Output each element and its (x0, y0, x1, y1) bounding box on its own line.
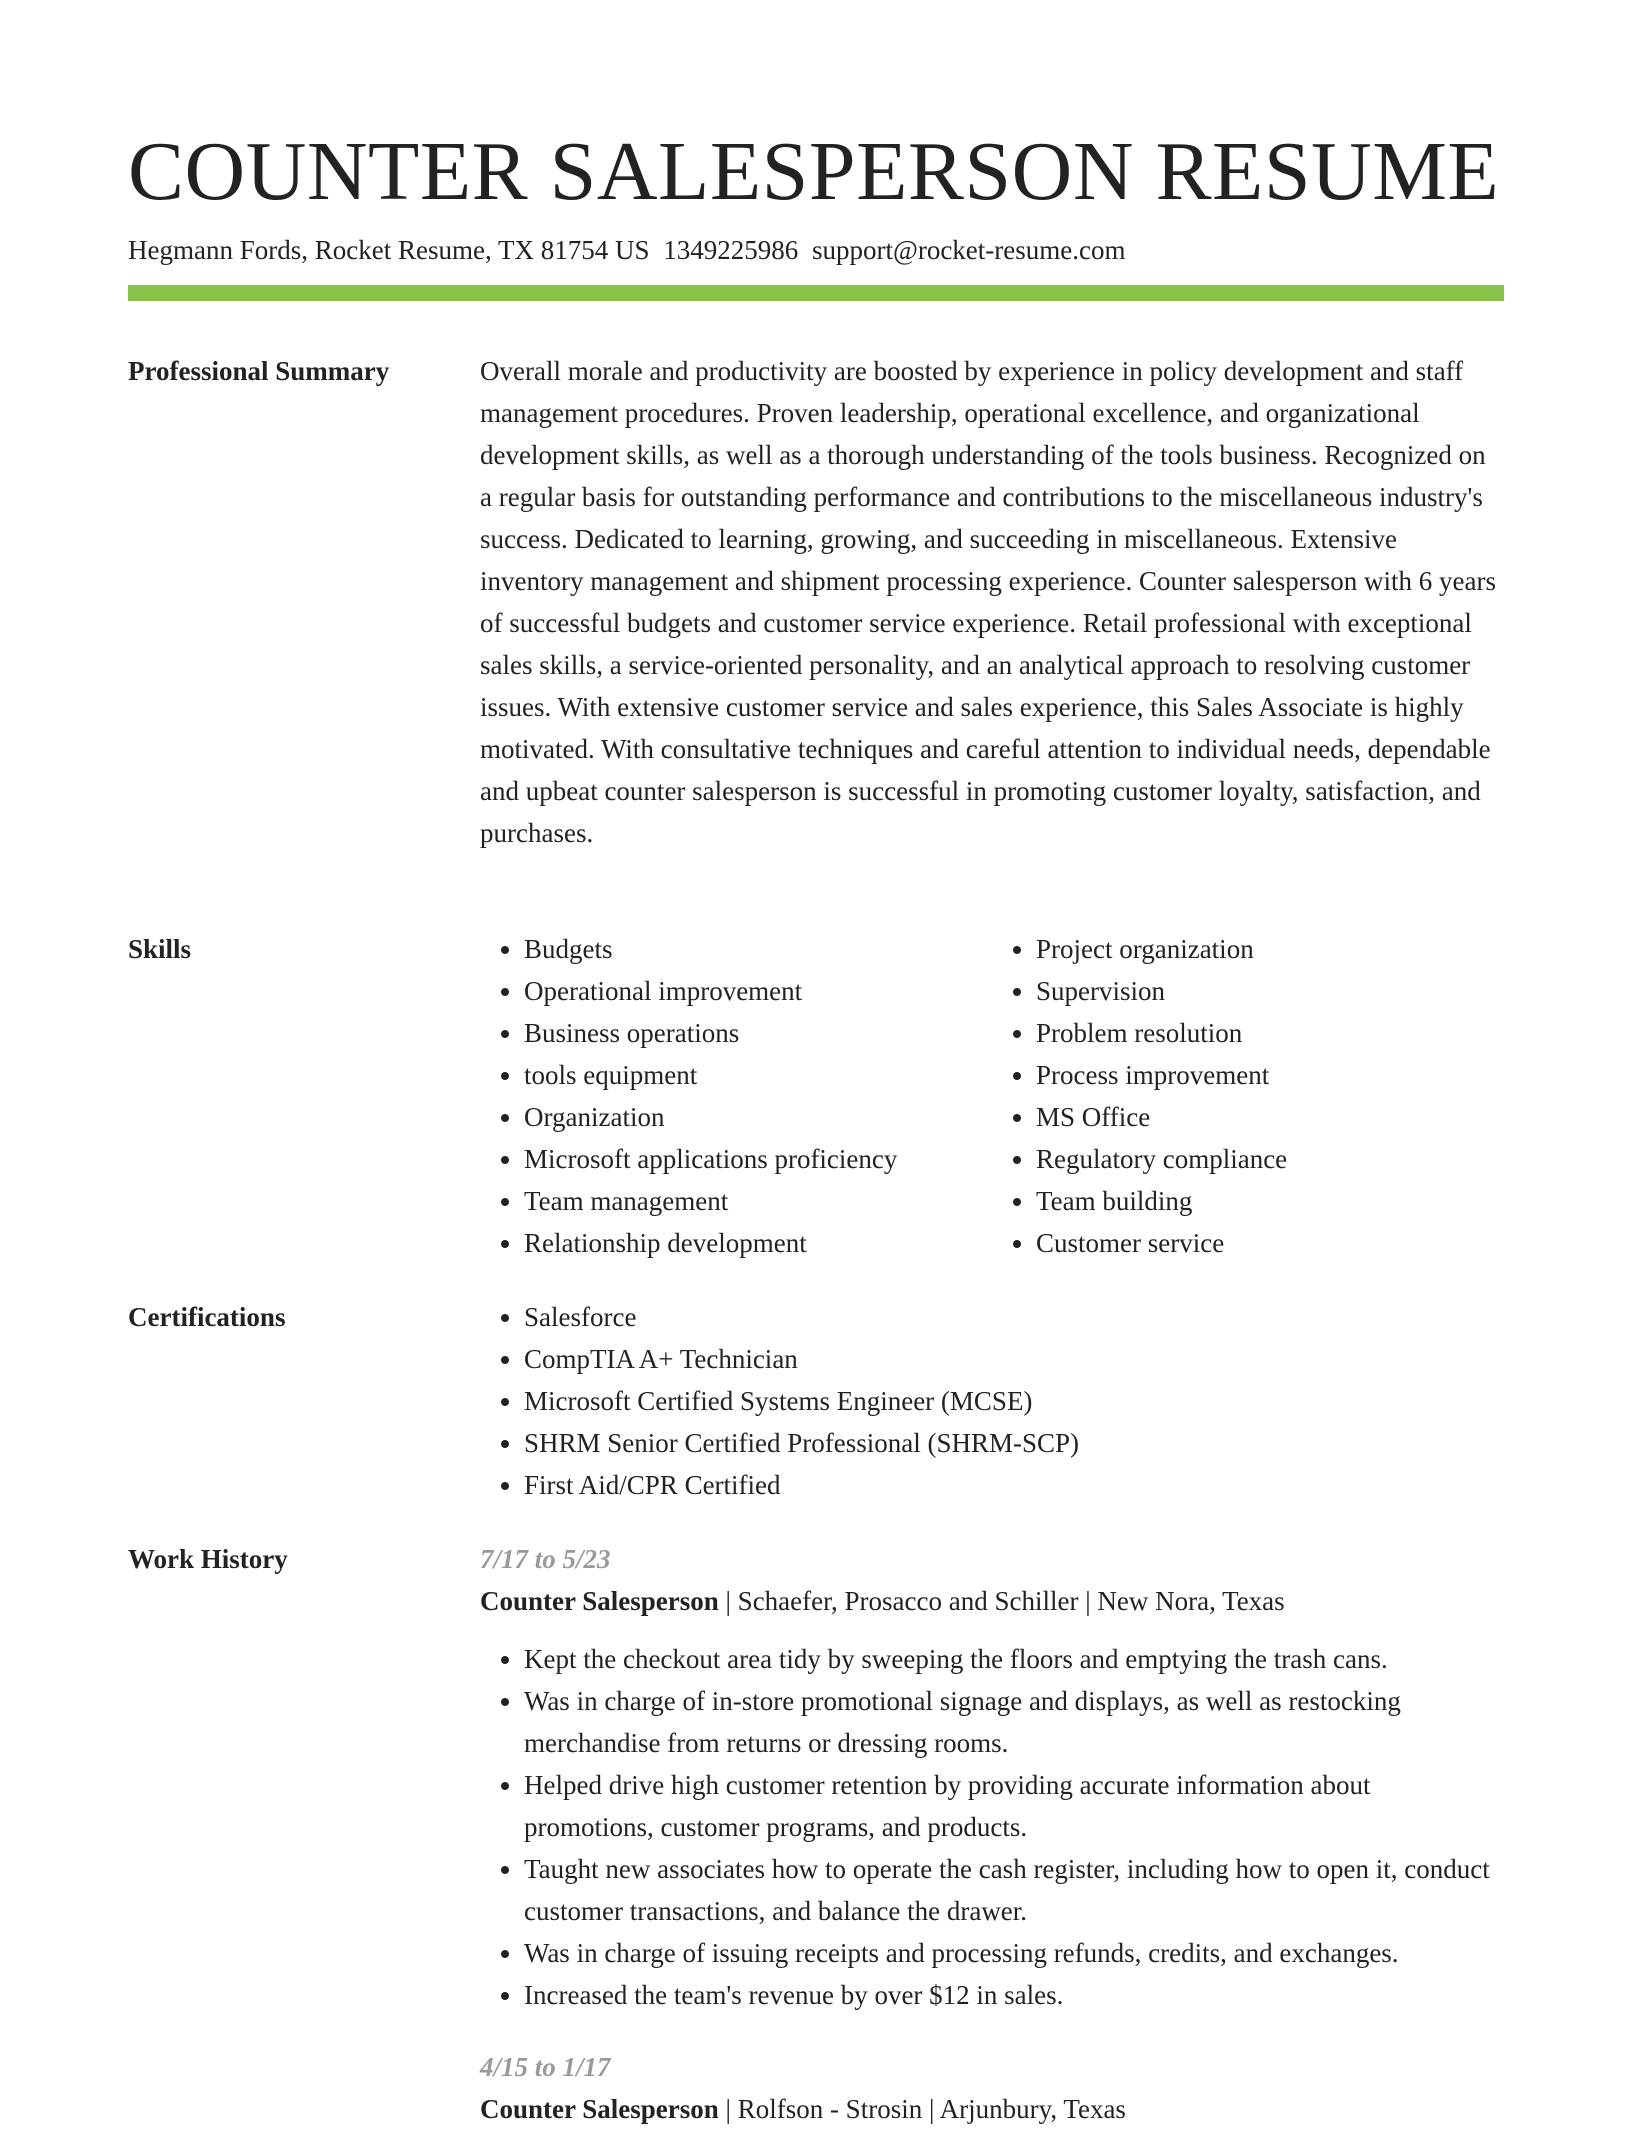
job-details: | Rolfson - Strosin | Arjunbury, Texas (718, 2094, 1126, 2124)
skill-item: • Budgets (524, 928, 992, 970)
work-history-label: Work History (128, 1544, 288, 1574)
skill-item: • tools equipment (524, 1054, 992, 1096)
job-title: Counter Salesperson (480, 1586, 719, 1616)
job-bullet: • Was in charge of in-store promotional signage and displays, as well as restocking merchandise from returns or dressing rooms. (524, 1680, 1504, 1764)
skill-item: • Business operations (524, 1012, 992, 1054)
job-entry (480, 2046, 1504, 2130)
skill-item: • Team building (1036, 1180, 1504, 1222)
skill-item: • Team management (524, 1180, 992, 1222)
certification-item: • SHRM Senior Certified Professional (SHRM-SCP) (524, 1422, 1504, 1464)
job-details: | Schaefer, Prosacco and Schiller | New Nora, Texas (718, 1586, 1285, 1616)
skill-item: • Customer service (1036, 1222, 1504, 1264)
contact-address: Hegmann Fords, Rocket Resume, TX 81754 US (128, 235, 650, 265)
contact-phone: 1349225986 (663, 235, 799, 265)
certification-item: • First Aid/CPR Certified (524, 1464, 1504, 1506)
skills-list-left (480, 928, 992, 1264)
work-history-body (480, 1538, 1504, 2130)
skill-item: • Microsoft applications proficiency (524, 1138, 992, 1180)
skills-body (480, 928, 1504, 1264)
job-bullet: • Taught new associates how to operate the cash register, including how to open it, conduct customer transactions, and balance the drawer. (524, 1848, 1504, 1932)
resume-title: COUNTER SALESPERSON RESUME (128, 125, 1500, 218)
skill-item: • Regulatory compliance (1036, 1138, 1504, 1180)
skills-label: Skills (128, 934, 192, 964)
skill-item: • Organization (524, 1096, 992, 1138)
summary-body (480, 350, 1504, 854)
contact-line (128, 232, 1126, 268)
job-entry (480, 1538, 1504, 2016)
summary-label: Professional Summary (128, 356, 390, 386)
job-bullet: • Helped drive high customer retention by providing accurate information about promotions, customer programs, and products. (524, 1764, 1504, 1848)
summary-text: Overall morale and productivity are boosted by experience in policy development and staff management procedures. Proven leadership, operational excellence, and organizational development skills, as well as a thorough understanding of the tools business. Recognized on a regular basis for outstanding performance and contributions to the miscellaneous industry's success. Dedicated to learning, growing, and succeeding in miscellaneous. Extensive inventory management and shipment processing experience. Counter salesperson with 6 years of successful budgets and customer service experience. Retail professional with exceptional sales skills, a service-oriented personality, and an analytical approach to resolving customer issues. With extensive customer service and sales experience, this Sales Associate is highly motivated. With consultative techniques and careful attention to individual needs, dependable and upbeat counter salesperson is successful in promoting customer loyalty, satisfaction, and purchases. (480, 356, 1496, 848)
skill-item: • Supervision (1036, 970, 1504, 1012)
certification-item: • CompTIA A+ Technician (524, 1338, 1504, 1380)
job-role-line (480, 1580, 1504, 1622)
skill-item: • Operational improvement (524, 970, 992, 1012)
job-dates: 4/15 to 1/17 (480, 2052, 611, 2082)
header-divider (128, 285, 1504, 301)
job-title: Counter Salesperson (480, 2094, 719, 2124)
job-bullets (480, 1638, 1504, 2016)
certifications-body (480, 1296, 1504, 1506)
job-bullet: • Kept the checkout area tidy by sweeping the floors and emptying the trash cans. (524, 1638, 1504, 1680)
skill-item: • MS Office (1036, 1096, 1504, 1138)
skill-item: • Relationship development (524, 1222, 992, 1264)
job-bullet: • Increased the team's revenue by over $12 in sales. (524, 1974, 1504, 2016)
skills-list-right (992, 928, 1504, 1264)
certification-item: • Microsoft Certified Systems Engineer (MCSE) (524, 1380, 1504, 1422)
skill-item: • Process improvement (1036, 1054, 1504, 1096)
certifications-label: Certifications (128, 1302, 286, 1332)
certifications-list (480, 1296, 1504, 1506)
skill-item: • Problem resolution (1036, 1012, 1504, 1054)
job-bullet: • Was in charge of issuing receipts and processing refunds, credits, and exchanges. (524, 1932, 1504, 1974)
skill-item: • Project organization (1036, 928, 1504, 970)
certification-item: • Salesforce (524, 1296, 1504, 1338)
job-dates: 7/17 to 5/23 (480, 1544, 611, 1574)
contact-email: support@rocket-resume.com (811, 235, 1126, 265)
job-role-line (480, 2088, 1504, 2130)
